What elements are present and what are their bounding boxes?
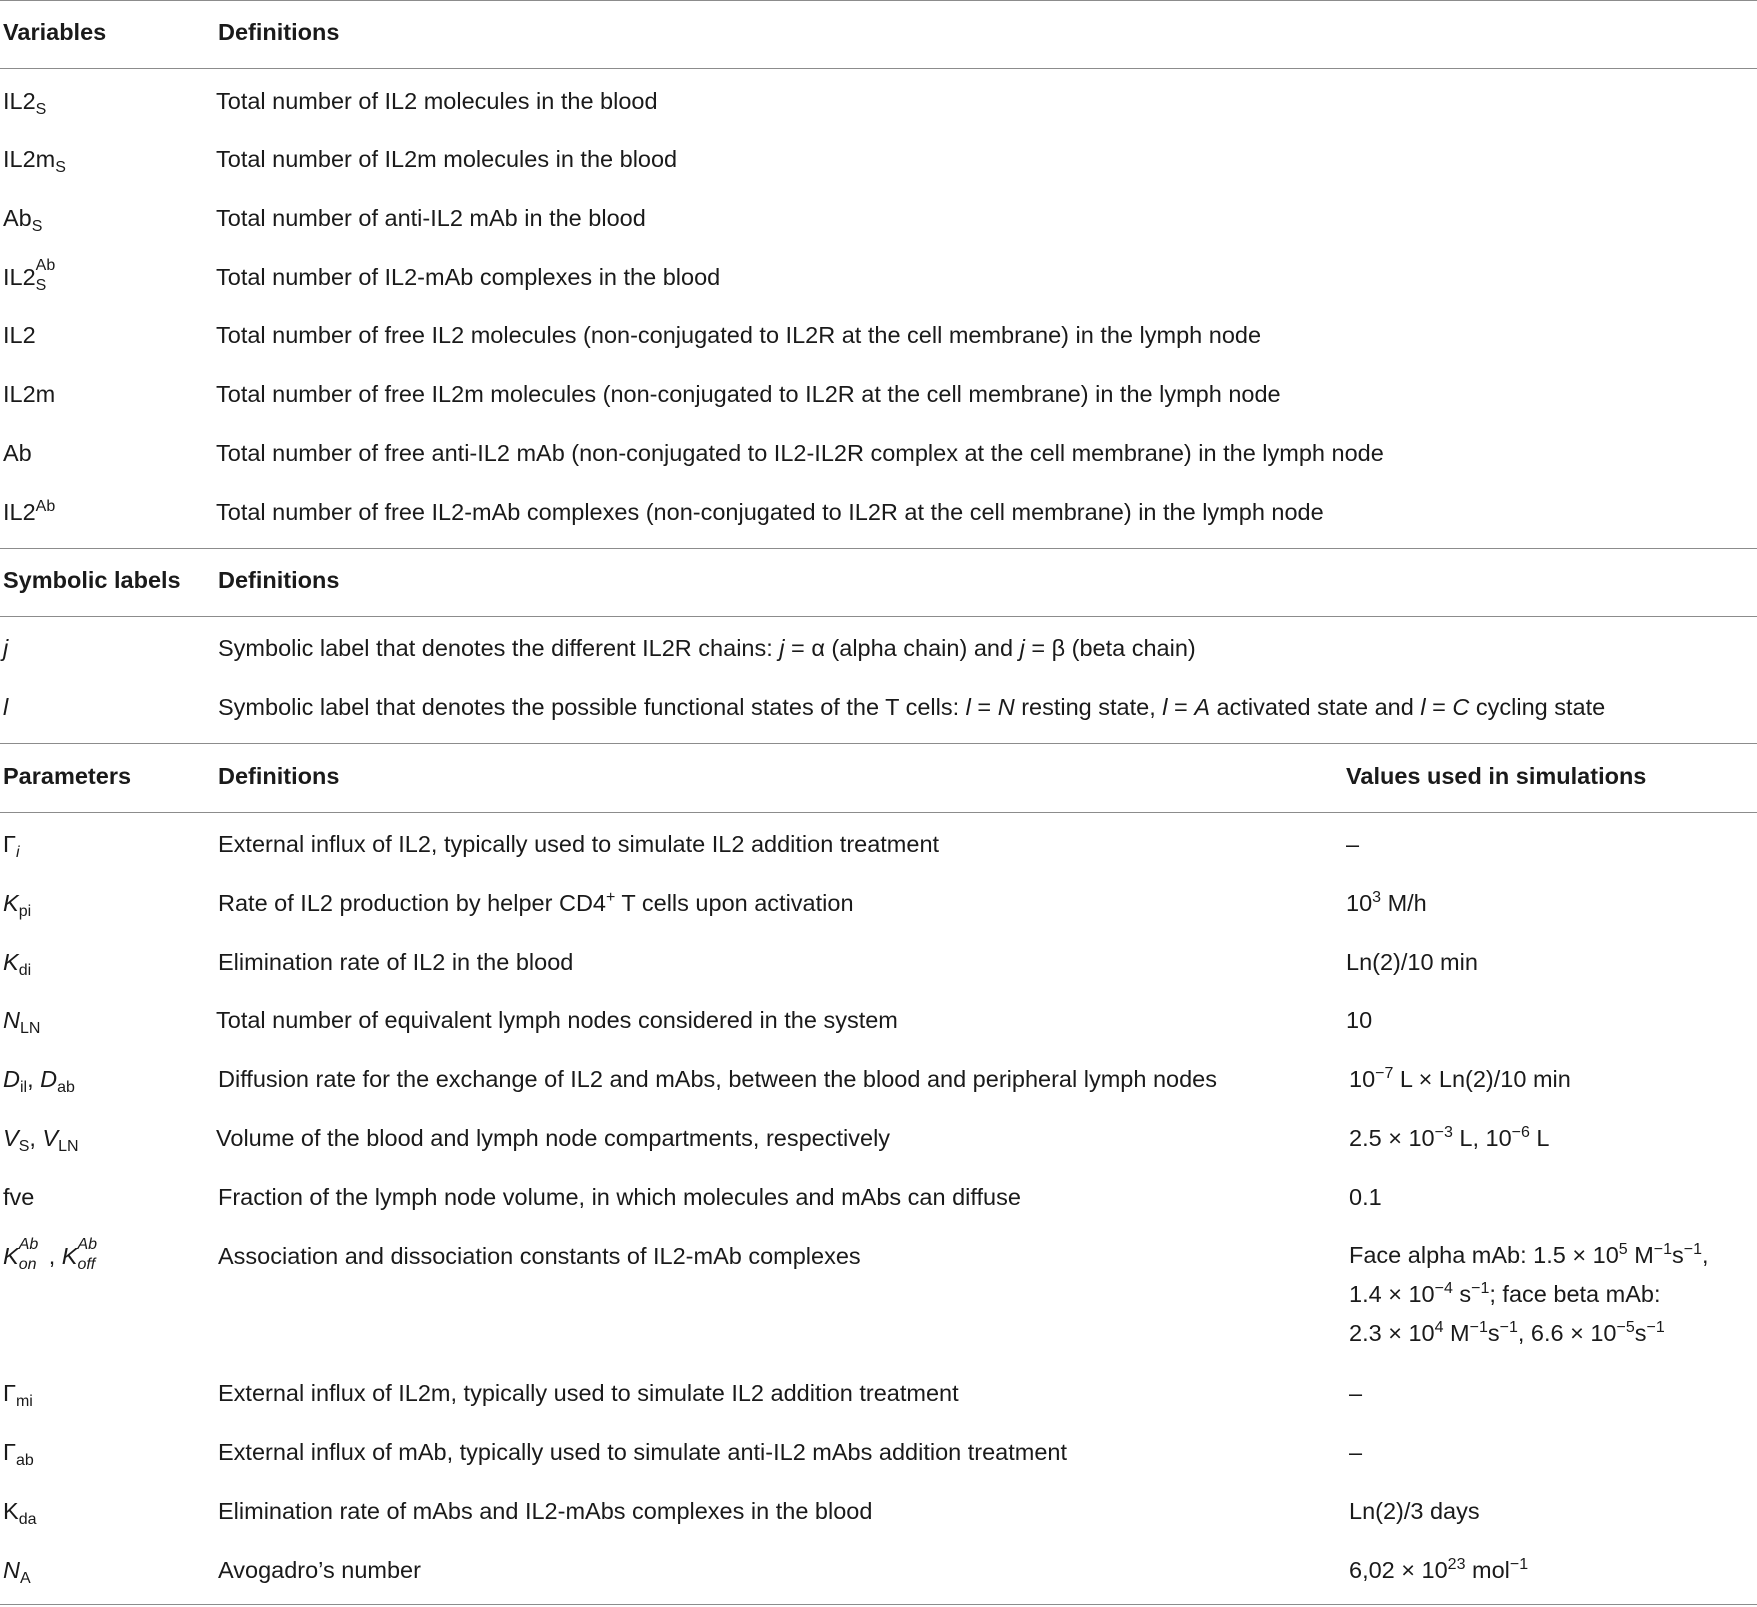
symbolic-symbol-l: l — [3, 694, 9, 720]
var-definition-il2s: Total number of IL2 molecules in the blood — [216, 88, 658, 114]
param-value-gamma-i: – — [1346, 831, 1360, 857]
param-symbol-kpi: $K_{pi}$ — [3, 890, 32, 920]
param-definition-kon-koff: Association and dissociation constants of IL2-mAb complexes — [218, 1243, 861, 1269]
parameters-definitions-header: Definitions — [218, 763, 340, 789]
symbolic-definition-l: Symbolic label that denotes the possible functional states of the T cells: l = N resting state, l = A activated state and l = C cycling state — [218, 694, 1606, 720]
var-definition-il2ms: Total number of IL2m molecules in the blood — [216, 146, 678, 172]
symbolic-definitions-header: Definitions — [218, 567, 340, 593]
var-symbol-il2s-ab: IL2 Ab S — [3, 257, 56, 294]
symbolic-symbol-j: j — [3, 635, 9, 661]
var-symbol-il2s: $IL2_S$ — [3, 88, 47, 118]
param-symbol-fve: fve — [3, 1184, 35, 1210]
parameters-values-header: Values used in simulations — [1346, 763, 1647, 789]
param-definition-nln: Total number of equivalent lymph nodes considered in the system — [216, 1007, 898, 1033]
var-definition-il2: Total number of free IL2 molecules (non-conjugated to IL2R at the cell membrane) in the lymph node — [216, 322, 1262, 348]
bottom-rule — [0, 1604, 1757, 1605]
variables-header: Variables — [3, 19, 107, 45]
param-symbol-kdi: $K_{di}$ — [3, 949, 32, 979]
param-value-kdi: Ln(2)/10 min — [1346, 949, 1478, 975]
param-symbol-gamma-ab: $\Gamma_{ab}$ — [3, 1439, 34, 1469]
variables-definitions-header: Definitions — [218, 19, 340, 45]
symbolic-header: Symbolic labels — [3, 567, 181, 593]
param-value-kpi: $10^3$ M/h — [1346, 889, 1427, 916]
param-value-fve: 0.1 — [1349, 1184, 1382, 1210]
param-value-kon-koff-line-3: $2.3 \times 10^4$ $M^{-1}s^{-1}$, $6.6 \times 10^{-5}s^{-1}$ — [1349, 1319, 1665, 1346]
param-symbol-kda: $K_{da}$ — [3, 1498, 37, 1528]
var-definition-ab: Total number of free anti-IL2 mAb (non-conjugated to IL2-IL2R complex at the cell membrane) in the lymph node — [216, 440, 1384, 466]
param-definition-gamma-ab: External influx of mAb, typically used to simulate anti-IL2 mAbs addition treatment — [218, 1439, 1068, 1465]
var-definition-il2m: Total number of free IL2m molecules (non-conjugated to IL2R at the cell membrane) in the lymph node — [216, 381, 1281, 407]
var-symbol-abs: $Ab_S$ — [3, 205, 43, 235]
var-symbol-il2-ab: $IL2^{Ab}$ — [3, 498, 56, 525]
param-definition-dil-dab: Diffusion rate for the exchange of IL2 and mAbs, between the blood and peripheral lymph nodes — [218, 1066, 1217, 1092]
parameters-header-rule — [0, 812, 1757, 813]
param-symbol-kon-koff: K Ab on , K Ab off — [3, 1236, 98, 1273]
symbolic-definition-j: Symbolic label that denotes the different IL2R chains: j = α (alpha chain) and j = β (beta chain) — [218, 635, 1196, 661]
param-definition-fve: Fraction of the lymph node volume, in which molecules and mAbs can diffuse — [218, 1184, 1021, 1210]
variables-header-rule — [0, 68, 1757, 69]
param-definition-vs-vln: Volume of the blood and lymph node compartments, respectively — [216, 1125, 891, 1151]
param-value-vs-vln: $2.5 \times 10^{-3}$ L, $10^{-6}$ L — [1349, 1124, 1550, 1151]
param-definition-kda: Elimination rate of mAbs and IL2-mAbs complexes in the blood — [218, 1498, 873, 1524]
parameters-top-rule — [0, 743, 1757, 744]
param-value-kon-koff-line-1: Face alpha mAb: $1.5 \times 10^5$ $M^{-1}s^{-1}$, — [1349, 1241, 1709, 1268]
param-value-nln: 10 — [1346, 1007, 1373, 1033]
param-definition-na: Avogadro’s number — [218, 1557, 421, 1583]
param-symbol-gamma-mi: $\Gamma_{mi}$ — [3, 1380, 33, 1410]
param-value-kon-koff-line-2: $1.4 \times 10^{-4}$ $s^{-1}$; face beta mAb: — [1349, 1280, 1661, 1307]
var-definition-abs: Total number of anti-IL2 mAb in the blood — [216, 205, 646, 231]
param-value-kon-koff — [1349, 1236, 1709, 1353]
param-value-na: $6,02 \times 10^{23}$ mol$^{-1}$ — [1349, 1556, 1529, 1583]
param-value-gamma-ab: – — [1349, 1439, 1363, 1465]
symbolic-top-rule — [0, 548, 1757, 549]
top-rule — [0, 0, 1757, 1]
param-symbol-nln: $N_{LN}$ — [3, 1007, 41, 1037]
var-definition-il2s-ab: Total number of IL2-mAb complexes in the blood — [216, 264, 721, 290]
var-symbol-il2m: IL2m — [3, 381, 56, 407]
var-symbol-il2: IL2 — [3, 322, 36, 348]
param-definition-gamma-mi: External influx of IL2m, typically used to simulate IL2 addition treatment — [218, 1380, 959, 1406]
param-symbol-dil-dab: $D_{il}$, $D_{ab}$ — [3, 1066, 75, 1096]
param-value-dil-dab: $10^{-7}$ L × Ln(2)/10 min — [1349, 1065, 1571, 1092]
parameters-header: Parameters — [3, 763, 132, 789]
var-symbol-ab: Ab — [3, 440, 32, 466]
symbolic-header-rule — [0, 616, 1757, 617]
var-definition-il2-ab: Total number of free IL2-mAb complexes (non-conjugated to IL2R at the cell membrane) in the lymph node — [216, 499, 1324, 525]
param-value-kda: Ln(2)/3 days — [1349, 1498, 1480, 1524]
param-symbol-vs-vln: $V_S$, $V_{LN}$ — [3, 1125, 79, 1155]
param-definition-kdi: Elimination rate of IL2 in the blood — [218, 949, 574, 975]
param-symbol-gamma-i: $\Gamma_i$ — [3, 831, 20, 861]
param-symbol-na: $N_A$ — [3, 1557, 31, 1587]
param-definition-kpi: Rate of IL2 production by helper CD4+ T cells upon activation — [218, 889, 854, 916]
var-symbol-il2ms: $IL2m_S$ — [3, 146, 66, 176]
param-value-gamma-mi: – — [1349, 1380, 1363, 1406]
param-definition-gamma-i: External influx of IL2, typically used to simulate IL2 addition treatment — [218, 831, 940, 857]
